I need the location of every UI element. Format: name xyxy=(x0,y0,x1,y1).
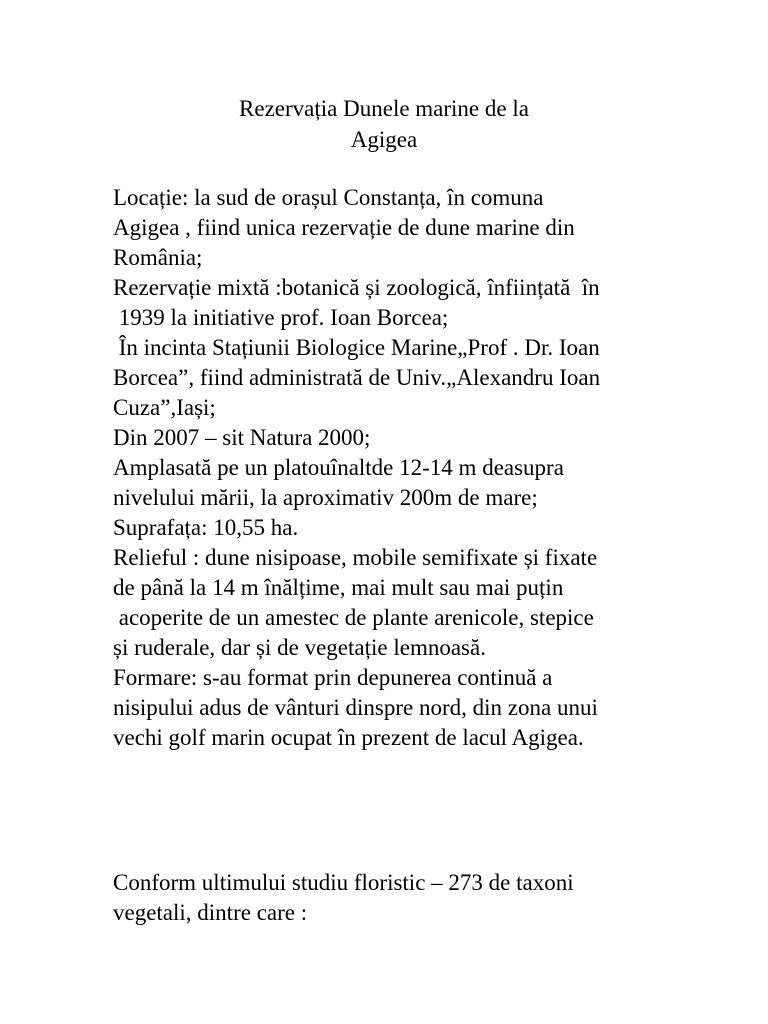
page-title: Rezervația Dunele marine de la xyxy=(239,96,529,121)
text-line: Relieful : dune nisipoase, mobile semifixate și fixate xyxy=(113,545,598,570)
text-line: vechi golf marin ocupat în prezent de lacul Agigea. xyxy=(113,725,584,750)
text-line: Agigea , fiind unica rezervație de dune marine din xyxy=(113,215,575,240)
text-line: și ruderale, dar și de vegetație lemnoasă. xyxy=(113,635,486,660)
text-line: vegetali, dintre care : xyxy=(113,900,308,925)
text-line: Suprafața: 10,55 ha. xyxy=(113,515,299,540)
body-text xyxy=(113,183,753,753)
text-line: nivelului mării, la aproximativ 200m de mare; xyxy=(113,485,538,510)
text-line: România; xyxy=(113,245,203,270)
text-line: Locație: la sud de orașul Constanța, în comuna xyxy=(113,185,544,210)
text-line: 1939 la initiative prof. Ioan Borcea; xyxy=(113,305,449,330)
page-title-continuation: Agigea xyxy=(350,127,418,152)
closing-paragraph xyxy=(113,868,753,928)
text-line: Borcea”, fiind administrată de Univ.„Alexandru Ioan xyxy=(113,365,601,390)
text-line: Cuza”,Iași; xyxy=(113,395,216,420)
text-line: Formare: s-au format prin depunerea continuă a xyxy=(113,665,553,690)
text-line: Din 2007 – sit Natura 2000; xyxy=(113,425,371,450)
text-line: de până la 14 m înălțime, mai mult sau mai puțin xyxy=(113,575,564,600)
text-line: Amplasată pe un platouînaltde 12-14 m deasupra xyxy=(113,455,564,480)
text-line: Conform ultimului studiu floristic – 273 de taxoni xyxy=(113,870,574,895)
text-line: nisipului adus de vânturi dinspre nord, din zona unui xyxy=(113,695,598,720)
text-line: Rezervație mixtă :botanică și zoologică, înființată în xyxy=(113,275,600,300)
text-line: În incinta Stațiunii Biologice Marine„Prof . Dr. Ioan xyxy=(113,335,600,360)
text-line: acoperite de un amestec de plante arenicole, stepice xyxy=(113,605,594,630)
